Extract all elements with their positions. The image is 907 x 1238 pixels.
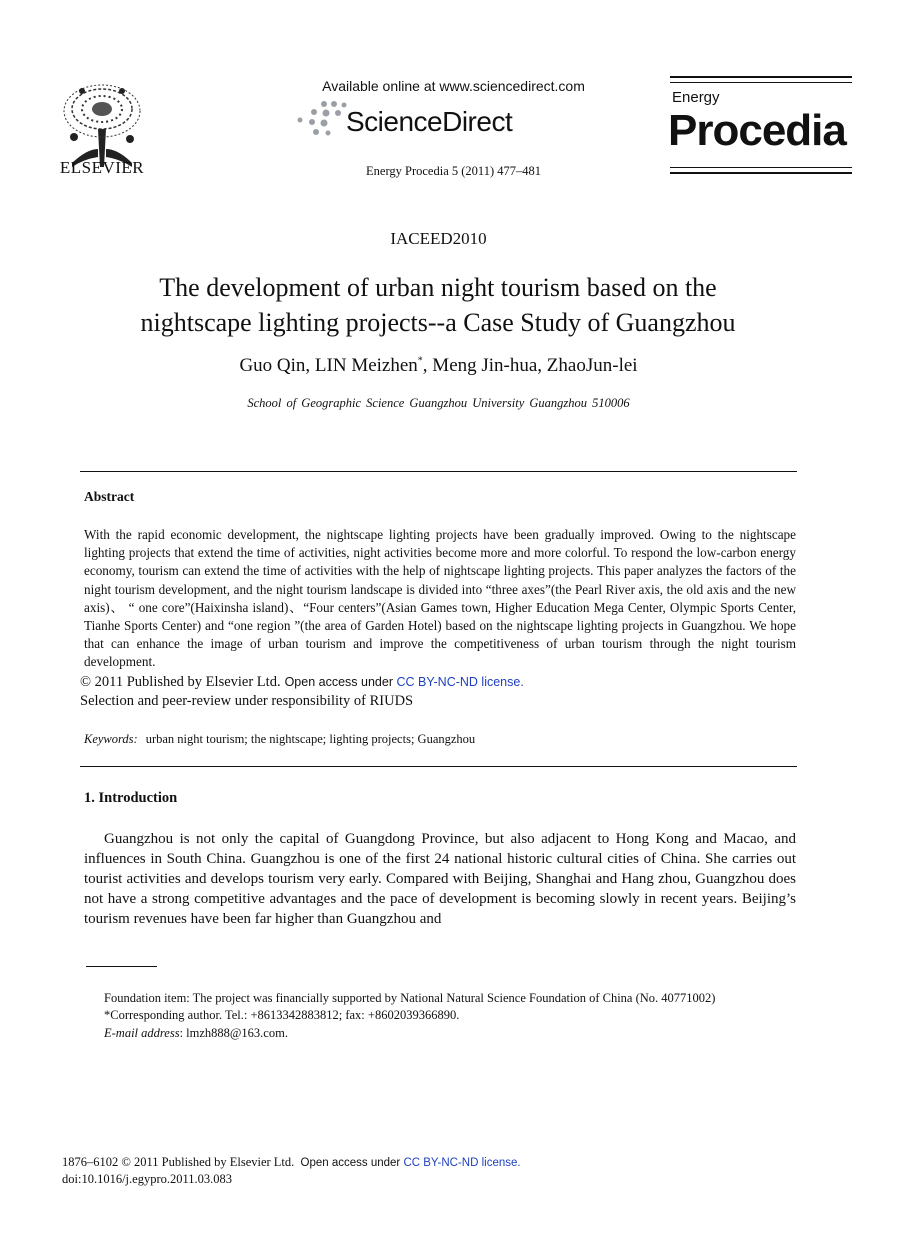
journal-logo-rule [670, 76, 852, 78]
keywords-text: urban night tourism; the nightscape; lighting projects; Guangzhou [145, 732, 476, 746]
paper-title [80, 270, 796, 340]
journal-logo-rule [670, 172, 852, 174]
journal-logo-small: Energy [672, 89, 720, 106]
issn-line [62, 1155, 521, 1170]
author-list [0, 355, 877, 377]
license-link[interactable]: CC BY-NC-ND license. [396, 675, 524, 689]
footnote-foundation: Foundation item: The project was financially supported by National Natural Science Foundation of China (No. 40771002) [104, 991, 716, 1005]
journal-logo-rule [670, 167, 852, 168]
journal-logo-large: Procedia [668, 106, 846, 155]
open-access-text: Open access under CC BY-NC-ND license. [284, 675, 524, 689]
email-address: : lmzh888@163.com. [179, 1026, 288, 1040]
journal-logo-rule [670, 82, 852, 83]
abstract-body: With the rapid economic development, the nightscape lighting projects have been gradually improved. Owing to the nightscape lighting projects that extend the time of activities, night activities become more and more colorful. To respond the low-carbon energy economy, tourism can extend the time of activities with the help of nightscape lighting projects. This paper analyzes the factors of the night tourism development, and the night tourism landscape is divided into “three axes”(the Pearl River axis, the old axis and the new axis)、 “ one core”(Haixinsha island)、“Four centers”(Asian Games town, Higher Education Mega Center, Olympic Sports Center, Tianhe Sports Center) and “one region ”(the area of Garden Hotel) based on the nightscape lighting projects in Guangzhou. We hope that can enhance the image of urban tourism and improve the competitiveness of urban tourism through the night tourism development. [84, 527, 796, 670]
title-line-2: nightscape lighting projects--a Case Study of Guangzhou [140, 308, 736, 337]
affiliation: School of Geographic Science Guangzhou University Guangzhou 510006 [247, 396, 630, 410]
copyright-line [80, 674, 524, 691]
sciencedirect-wordmark: ScienceDirect [346, 106, 513, 137]
footnote-email [104, 1026, 288, 1041]
authors-part-2: , Meng Jin-hua, ZhaoJun-lei [422, 355, 638, 376]
email-label: E-mail address [104, 1026, 180, 1040]
footnote-rule [86, 966, 157, 967]
abstract-bottom-rule [80, 766, 797, 767]
abstract-top-rule [80, 471, 797, 472]
sciencedirect-dots-icon [294, 100, 350, 140]
conference-name: IACEED2010 [390, 229, 487, 248]
available-online-text: Available online at www.sciencedirect.com [322, 78, 585, 94]
journal-reference: Energy Procedia 5 (2011) 477–481 [366, 164, 541, 178]
copyright-text: © 2011 Published by Elsevier Ltd. [80, 674, 281, 690]
introduction-paragraph: Guangzhou is not only the capital of Guangdong Province, but also adjacent to Hong Kong and Macao, and influences in South China. Guangzhou is one of the first 24 national historic cultural cities of China. She carries out tourist activities and develops tourism very early. Compared with Beijing, Shanghai and Hang zhou, Guangzhou does not have a strong competitive advantages and the pace of development is becoming slowly in recent years. Beijing’s tourism revenues have been far higher than Guangzhou and [84, 831, 796, 927]
section-heading-introduction: 1. Introduction [84, 790, 178, 806]
peer-review-statement: Selection and peer-review under responsibility of RIUDS [80, 693, 414, 709]
authors-part-1: Guo Qin, LIN Meizhen [239, 355, 418, 376]
issn-text: 1876–6102 © 2011 Published by Elsevier Ltd. [62, 1155, 295, 1169]
footer-open-access: Open access under CC BY-NC-ND license. [300, 1157, 521, 1169]
doi-line: doi:10.1016/j.egypro.2011.03.083 [62, 1172, 233, 1186]
footer-license-link[interactable]: CC BY-NC-ND license. [403, 1157, 521, 1169]
elsevier-wordmark: ELSEVIER [59, 158, 145, 177]
keywords-label: Keywords: [84, 732, 138, 746]
title-line-1: The development of urban night tourism based on the [159, 273, 717, 302]
corresponding-mark: * [417, 355, 423, 367]
footnote-corresponding: *Corresponding author. Tel.: +8613342883812; fax: +8602039366890. [104, 1008, 460, 1022]
keywords-line [84, 732, 475, 747]
abstract-heading: Abstract [84, 489, 135, 504]
